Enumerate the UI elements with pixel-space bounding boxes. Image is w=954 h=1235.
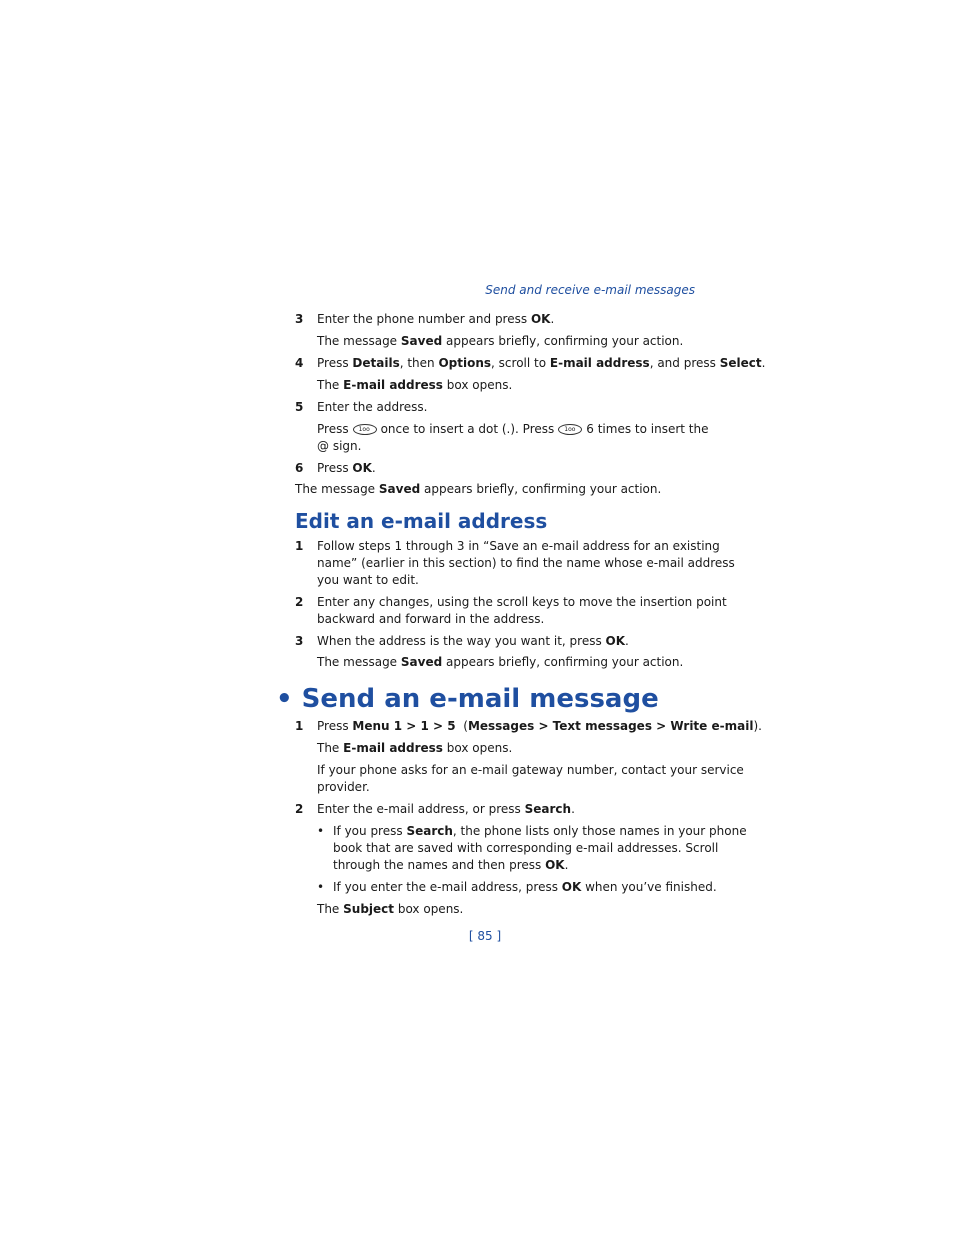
- step-note: provider.: [317, 780, 370, 794]
- step-text: Press Details, then Options, scroll to E-mail address, and press Select.: [317, 356, 766, 370]
- step-number: 4: [295, 356, 304, 370]
- step-note: The message Saved appears briefly, confirming your action.: [317, 334, 684, 348]
- bullet-text: If you press Search, the phone lists only those names in your phone: [333, 824, 747, 838]
- step-number: 1: [295, 719, 304, 733]
- step-number: 2: [295, 595, 304, 609]
- step-number: 2: [295, 802, 304, 816]
- step-note: If your phone asks for an e-mail gateway number, contact your service: [317, 763, 744, 777]
- step-text: Enter any changes, using the scroll keys to move the insertion point: [317, 595, 727, 609]
- chapter-heading: • Send an e-mail message: [276, 684, 659, 714]
- key-1-icon: [558, 424, 582, 435]
- bullet-icon: •: [317, 824, 325, 838]
- step-text: Press OK.: [317, 461, 376, 475]
- step-text: name” (earlier in this section) to find the name whose e-mail address: [317, 556, 735, 570]
- step-text: Enter the phone number and press OK.: [317, 312, 555, 326]
- paragraph: The message Saved appears briefly, confirming your action.: [295, 482, 662, 496]
- step-text: Follow steps 1 through 3 in “Save an e-mail address for an existing: [317, 539, 720, 553]
- page-number: [ 85 ]: [468, 929, 502, 943]
- running-head: Send and receive e-mail messages: [485, 283, 695, 297]
- step-text: When the address is the way you want it, press OK.: [317, 634, 629, 648]
- step-note: @ sign.: [317, 439, 362, 453]
- step-note: The Subject box opens.: [317, 902, 464, 916]
- bullet-text: through the names and then press OK.: [333, 858, 569, 872]
- step-note: Press1oo once to insert a dot (.). Press1oo 6 times to insert the: [317, 421, 708, 438]
- bullet-text: book that are saved with corresponding e-mail addresses. Scroll: [333, 841, 719, 855]
- step-text: you want to edit.: [317, 573, 419, 587]
- step-number: 1: [295, 539, 304, 553]
- key-1-icon: [353, 424, 377, 435]
- step-note: The E-mail address box opens.: [317, 378, 513, 392]
- step-text: Press Menu 1 > 1 > 5 (Messages > Text messages > Write e-mail).: [317, 719, 762, 733]
- step-number: 3: [295, 634, 304, 648]
- step-number: 6: [295, 461, 304, 475]
- step-number: 3: [295, 312, 304, 326]
- step-text: backward and forward in the address.: [317, 612, 545, 626]
- step-note: The message Saved appears briefly, confirming your action.: [317, 655, 684, 669]
- step-text: Enter the e-mail address, or press Search.: [317, 802, 575, 816]
- step-note: The E-mail address box opens.: [317, 741, 513, 755]
- step-number: 5: [295, 400, 304, 414]
- bullet-text: If you enter the e-mail address, press OK when you’ve finished.: [333, 880, 717, 894]
- step-text: Enter the address.: [317, 400, 428, 414]
- bullet-icon: •: [317, 880, 325, 894]
- section-heading: Edit an e-mail address: [295, 509, 548, 533]
